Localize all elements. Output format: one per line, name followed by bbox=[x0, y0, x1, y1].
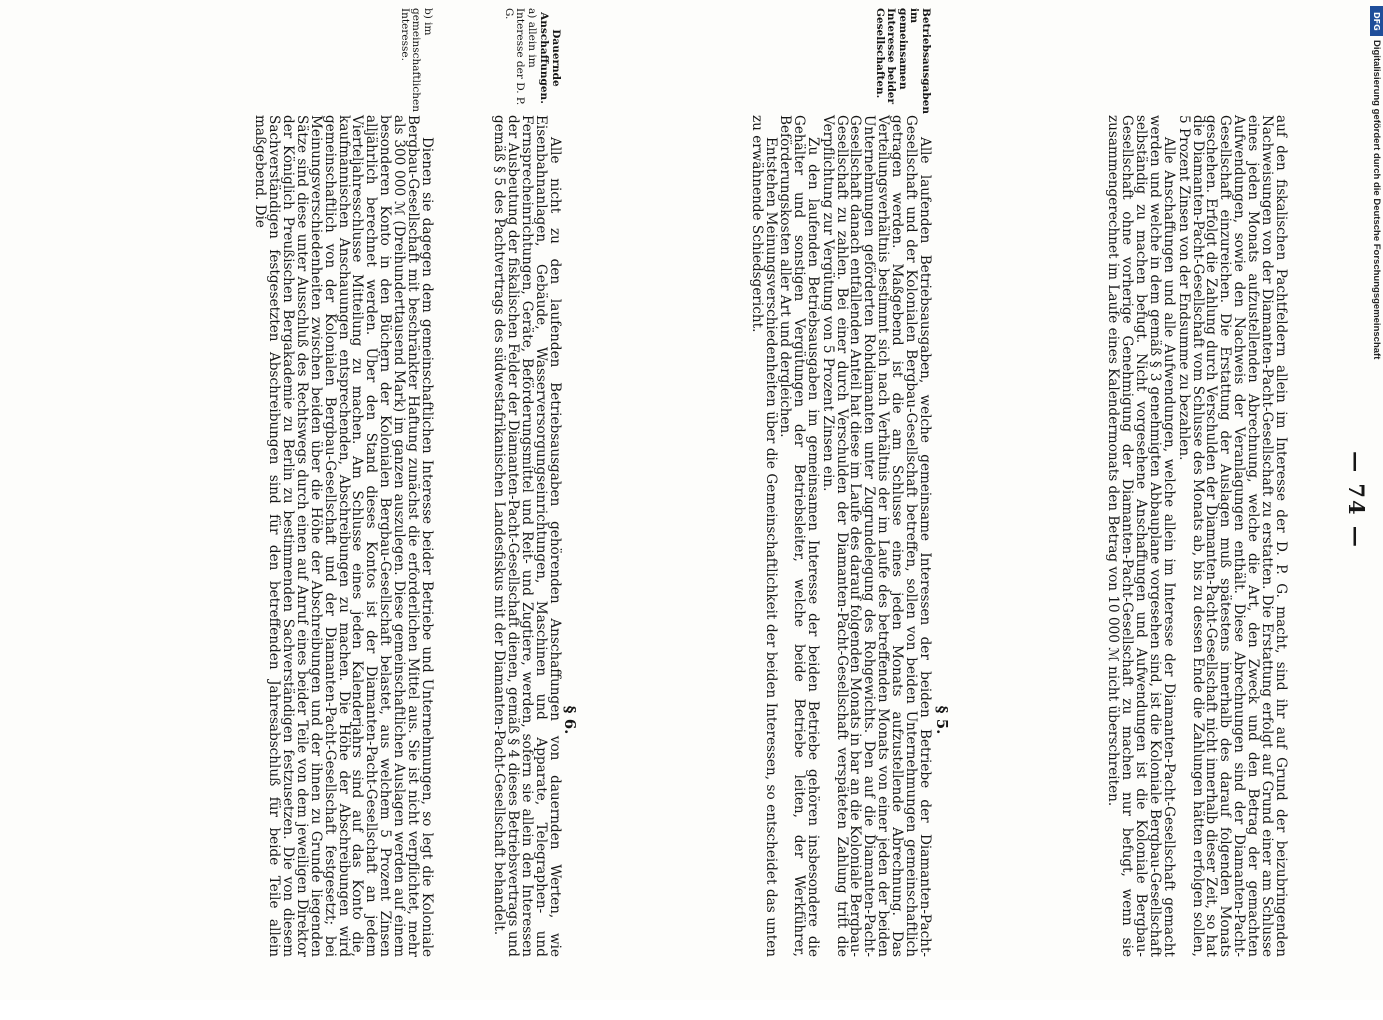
digitization-credit: Digitalisierung gefördert durch die Deutsche Forschungsgemeinschaft bbox=[1371, 40, 1382, 360]
dfg-logo: DFG bbox=[1370, 6, 1383, 36]
paragraph-acquisitions: Alle Anschaffungen und alle Aufwendungen, welche allein im Interesse der Diamanten-Pacht-Gesellschaft gemacht werden und welche in dem gemäß § 3 genehmigten Abbauplane vorgesehen sind, ist die Koloniale Bergbau-Gesellschaft selbständig zu machen befugt. Nicht vorgesehene Anschaffungen und Aufwendungen ist die Koloniale Bergbau-Gesellschaft ohne vorherige Genehmigung der Diamanten-Pacht-Gesellschaft zu machen nur befugt, wenn sie zusammengerechnet im Laufe eines Kalendermonats den Betrag von 10 000 ℳ nicht überschreiten. bbox=[1105, 115, 1177, 957]
section-5-heading: § 5. bbox=[933, 705, 951, 735]
margin-note-operating-expenses: Betriebsausgaben im gemeinsamen Interesse beider Gesellschaften. bbox=[874, 8, 932, 115]
margin-note-sole-interest: a) allein im Interesse der D. P. G. bbox=[503, 8, 538, 106]
paragraph-costs-refund: auf den fiskalischen Pachtfeldern allein im Interesse der D. P. G. macht, sind ihr auf Grund der beizubringenden Nachweisungen von der Diamanten-Pacht-Gesellschaft zu erstatten. Die Erstattung erfolgt auf Grund einer am Schlusse eines jeden Monats aufzustellenden Abrechnung, welche die Art, den Zweck und den Betrag der gemachten Aufwendungen, sowie den Nachweis der Veranlagungen enthält. Diese Abrechnungen sind der Diamanten-Pacht-Gesellschaft einzureichen. Die Erstattung der Auslagen muß spätestens innerhalb des darauf folgenden Monats geschehen. Erfolgt die Zahlung durch Verschulden der Diamanten-Pacht-Gesellschaft nicht innerhalb dieser Zeit, so hat die Diamanten-Pacht-Gesellschaft vom Schlusse des Monats ab, bis zu dessen Ende die Zahlungen hätten erfolgen sollen, 5 Prozent Zinsen von der Endsumme zu bezahlen. bbox=[1175, 115, 1289, 957]
paragraph-shared-expenses: Alle laufenden Betriebsausgaben, welche gemeinsame Interessen der beiden Betriebe der Diamanten-Pacht-Gesellschaft und der Kolonialen Bergbau-Gesellschaft betreffen, sollen von beiden Unternehmungen gemeinschaftlich getragen werden. Maßgebend ist die am Schlusse eines jeden Monats aufzustellende Abrechnung. Das Verteilungsverhältnis bestimmt sich nach Verhältnis der im Laufe des betreffenden Monats von einer jeden der beiden Unternehmungen geförderten Rohdiamanten unter Zugrundelegung des Rohgewichts. Den auf die Diamanten-Pacht-Gesellschaft danach entfallenden Anteil hat diese im Laufe des darauf folgenden Monats in bar an die Koloniale Bergbau-Gesellschaft zu zahlen. Bei einer durch Verschulden der Diamanten-Pacht-Gesellschaft verspäteten Zahlung tritt die Verpflichtung zur Vergütung von 5 Prozent Zinsen ein. bbox=[819, 115, 933, 957]
section-6-heading: § 6. bbox=[561, 705, 579, 735]
margin-note-common-interest: b) im gemeinschaftlichen Interesse. bbox=[399, 8, 434, 112]
paragraph-shared-expenses-examples: Zu den laufenden Betriebsausgaben im gemeinsamen Interesse der beiden Betriebe gehören insbesondere die Gehälter und sonstigen Vergütungen der Betriebsleiter, welche beide Betriebe leiten, der Werkführer, Beförderungskosten aller Art und dergleichen. bbox=[777, 115, 821, 957]
paragraph-permanent-values: Alle nicht zu den laufenden Betriebsausgaben gehörenden Anschaffungen von dauernden Werten, wie Eisenbahnanlagen, Gebäude, Wasserversorgungseinrichtungen, Maschinen und Apparate, Telegraphen- und Fernsprecheinrichtungen, Geräte, Beförderungsmittel und Reit- und Zugtiere, werden, sofern sie allein den Interessen der Ausbeutung der fiskalischen Felder der Diamanten-Pacht-Gesellschaft dienen, gemäß § 4 dieses Betriebsvertrags und gemäß § 5 des Pachtvertrags des südwestafrikanischen Landesfiskus mit der Diamanten-Pacht-Gesellschaft behandelt. bbox=[491, 115, 563, 957]
page-number: — 74 — bbox=[1344, 451, 1369, 549]
paragraph-arbitration: Entstehen Meinungsverschiedenheiten über die Gemeinschaftlichkeit der beiden Interessen, so entscheidet das unten zu erwähnende Schiedsgericht. bbox=[749, 115, 779, 957]
paragraph-common-interest: Dienen sie dagegen dem gemeinschaftlichen Interesse beider Betriebe und Unternehmungen, so legt die Koloniale Bergbau-Gesellschaft mit beschränkter Haftung zunächst die erforderlichen Mittel aus. Sie ist nicht verpflichtet, mehr als 300 000 ℳ (Dreihunderttausend Mark) im ganzen auszulegen. Diese gemeinschaftlichen Auslagen werden auf einem besonderen Konto in den Büchern der Kolonialen Bergbau-Gesellschaft belastet, aus welchem 5 Prozent Zinsen alljährlich berechnet werden. Über den Stand dieses Kontos ist der Diamanten-Pacht-Gesellschaft an jedem Vierteljahresschlusse Mitteilung zu machen. Am Schlusse eines jeden Kalenderjahrs sind auf das Konto die, kaufmännischen Anschauungen entsprechenden, Abschreibungen zu machen. Die Höhe der Abschreibungen wird gemeinschaftlich von der Kolonialen Bergbau-Gesellschaft und der Diamanten-Pacht-Gesellschaft festgesetzt; bei Meinungsverschiedenheiten zwischen beiden über die Höhe der Abschreibungen und der ihnen zu Grunde liegenden Sätze sind diese unter Ausschluß des Rechtswegs durch einen auf Anruf eines beider Teile von dem jeweiligen Direktor der Königlich Preußischen Bergakademie zu Berlin zu bestimmenden Sachverständigen festzusetzen. Die von diesem Sachverständigen festgesetzten Abschreibungen sind für den betreffenden Jahresabschluß für beide Teile allein maßgebend. Die bbox=[252, 115, 435, 957]
margin-note-permanent-acquisitions: Dauernde Anschaffungen. bbox=[538, 12, 562, 104]
